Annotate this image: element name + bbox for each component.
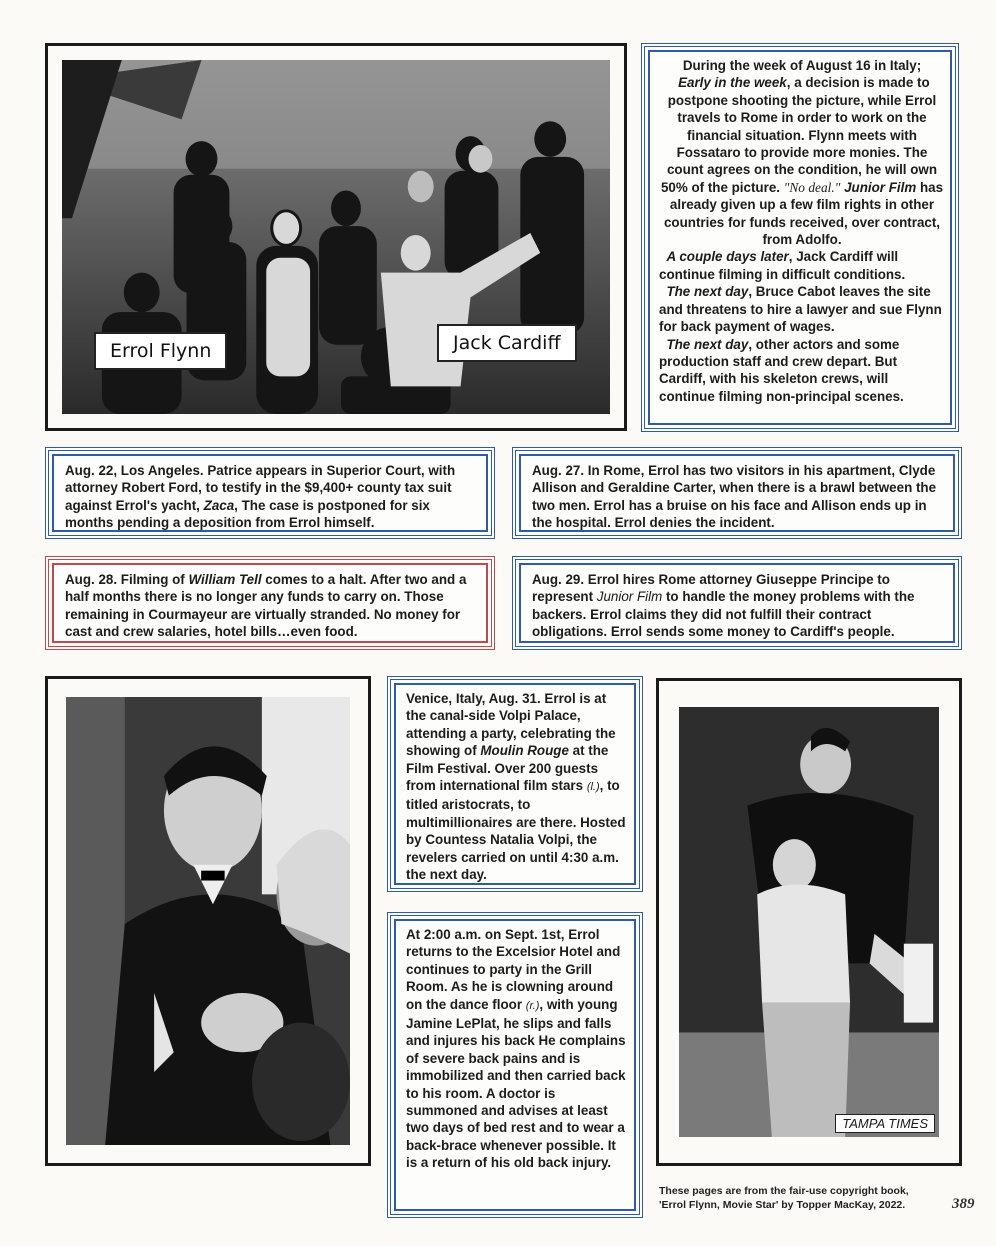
week-aug16-box xyxy=(641,43,959,432)
venice-box xyxy=(387,676,643,892)
sept1-box xyxy=(387,912,643,1218)
week-aug16-text: Early in the week, a decision is made to postpone shooting the picture, while Errol travels to Rome in order to work on the financial situation. Flynn meets with Fossataro to provide more monies. The count agrees on the condition, he will own 50% of the picture. "No deal." Junior Film has already given up a few film rights in other countries for funds received, over contract, from Adolfo. xyxy=(660,75,944,248)
photo-venice xyxy=(66,697,350,1145)
aug27-box xyxy=(512,447,962,539)
week-aug16-para4: The next day, other actors and some production staff and crew depart. But Cardiff, with his skeleton crews, will continue filming non-principal scenes. xyxy=(659,336,904,404)
aug29-text: Aug. 29. Errol hires Rome attorney Giuseppe Principe to represent Junior Film to handle the money problems with the backers. Errol claims they did not fulfill their contract obligations. Errol sends some money to Cardiff's people. xyxy=(532,572,915,640)
label-errol-flynn: Errol Flynn xyxy=(94,332,227,370)
aug29-box xyxy=(512,556,962,650)
venice-text: Venice, Italy, Aug. 31. Errol is at the canal-side Volpi Palace, attending a party, celebrating the showing of Moulin Rouge at the Film Festival. Over 200 guests from international film stars (l.), to titled aristocrats, to multimillionaires are there. Hosted by Countess Natalia Volpi, the revelers carried on until 4:30 a.m. the next day. xyxy=(406,691,626,883)
aug22-text: Aug. 22, Los Angeles. Patrice appears in Superior Court, with attorney Robert Ford, to testify in the $9,400+ county tax suit against Errol's yacht, Zaca, The case is postponed for six months pending a deposition from Errol himself. xyxy=(65,463,456,531)
week-aug16-para3: The next day, Bruce Cabot leaves the site and threatens to hire a lawyer and sue Flynn for back payment of wages. xyxy=(659,284,942,335)
aug28-box xyxy=(45,556,495,650)
aug27-text: Aug. 27. In Rome, Errol has two visitors in his apartment, Clyde Allison and Geraldine Carter, when there is a brawl between the two men. Errol has a bruise on his face and Allison ends up in the hospital. Errol denies the incident. xyxy=(532,463,937,531)
photo-venice-frame xyxy=(45,676,371,1166)
photo-dance-frame xyxy=(656,678,962,1166)
label-jack-cardiff: Jack Cardiff xyxy=(437,324,577,362)
copyright-note: These pages are from the fair-use copyright book, 'Errol Flynn, Movie Star' by Topper MacKay, 2022. xyxy=(659,1185,909,1211)
sept1-text: At 2:00 a.m. on Sept. 1st, Errol returns to the Excelsior Hotel and continues to party in the Grill Room. As he is clowning around on the dance floor (r.), with young Jamine LePlat, he slips and falls and injures his back He complains of severe back pains and is immobilized and then carried back to his room. A doctor is summoned and advises at least two days of bed rest and to wear a back-brace whenever possible. It is a return of his old back injury. xyxy=(406,927,626,1171)
week-aug16-para2: A couple days later, Jack Cardiff will continue filming in difficult conditions. xyxy=(659,249,906,282)
aug22-box xyxy=(45,447,495,539)
photo-group-frame xyxy=(45,43,627,431)
tampa-times-credit: TAMPA TIMES xyxy=(835,1114,935,1133)
photo-group xyxy=(62,60,610,414)
page-number: 389 xyxy=(952,1196,975,1212)
aug28-text: Aug. 28. Filming of William Tell comes to a halt. After two and a half months there is no longer any funds to carry on. Those remaining in Courmayeur are virtually stranded. No money for cast and crew salaries, hotel bills…even food. xyxy=(65,572,467,640)
photo-dance xyxy=(679,707,939,1137)
week-aug16-heading: During the week of August 16 in Italy; xyxy=(682,58,922,73)
